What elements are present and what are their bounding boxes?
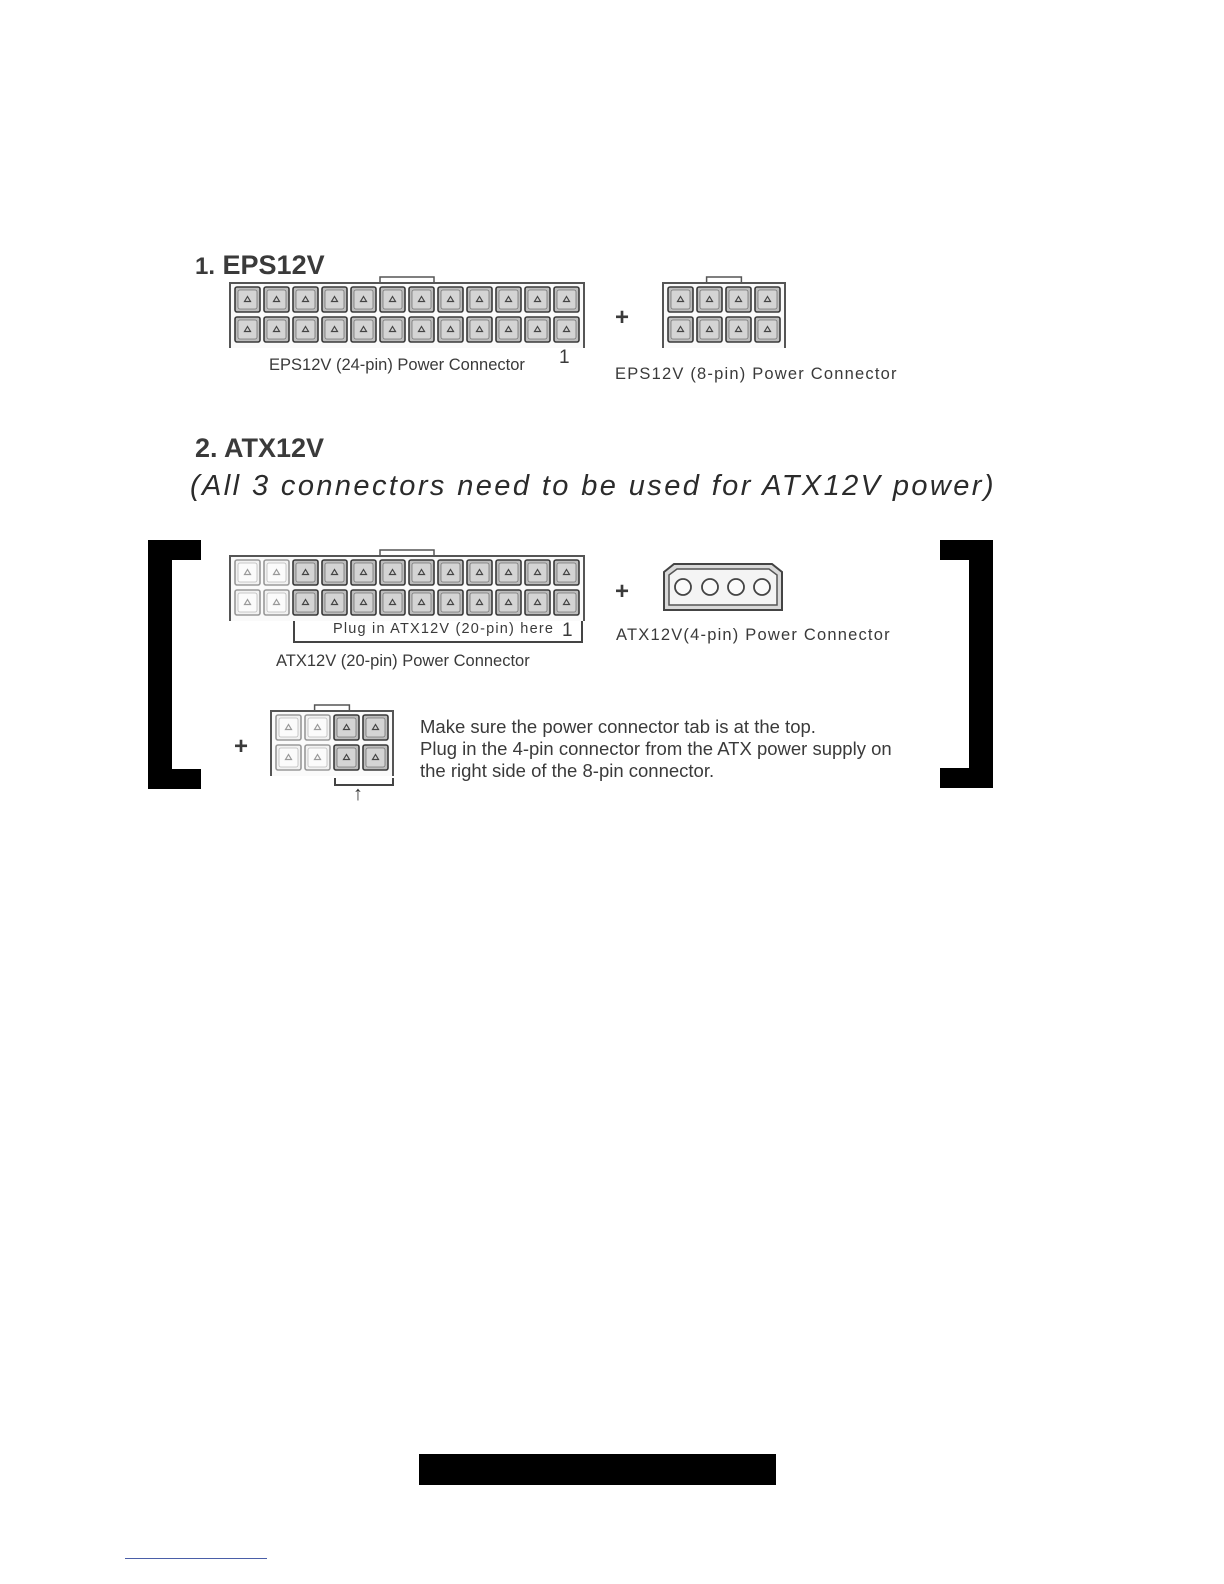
connector-pin	[363, 715, 388, 740]
connector-pin	[334, 715, 359, 740]
connector-pin-unused	[235, 560, 260, 585]
connector-pin	[668, 287, 693, 312]
connector-pin	[380, 560, 405, 585]
connector-pin	[554, 287, 579, 312]
connector-pin	[409, 287, 434, 312]
footnote-rule	[125, 1558, 267, 1559]
connector-pin-unused	[305, 715, 330, 740]
instruction-line-2: Plug in the 4-pin connector from the ATX power supply on	[420, 738, 892, 759]
connector-pin	[322, 287, 347, 312]
connector-pin	[351, 560, 376, 585]
connector-pin	[554, 560, 579, 585]
connector-pin	[409, 317, 434, 342]
connector-pin	[525, 590, 550, 615]
eps12v-8pin-caption: EPS12V (8-pin) Power Connector	[615, 365, 898, 383]
connector-pin	[554, 317, 579, 342]
connector-pin	[293, 317, 318, 342]
connector-pin	[496, 560, 521, 585]
connector-pin-unused	[264, 590, 289, 615]
connector-pin	[755, 287, 780, 312]
connector-pin	[525, 287, 550, 312]
eps12v-24pin-connector	[229, 276, 585, 348]
connector-pin	[726, 287, 751, 312]
eps12v-8pin-connector	[662, 276, 790, 348]
connector-pin	[438, 287, 463, 312]
connector-pin	[380, 287, 405, 312]
connector-pin	[467, 317, 492, 342]
left-bracket	[148, 540, 201, 789]
connector-pin	[697, 287, 722, 312]
connector-pin	[363, 745, 388, 770]
connector-pin	[438, 560, 463, 585]
connector-pin	[409, 560, 434, 585]
connector-pin	[322, 590, 347, 615]
connector-pin	[351, 590, 376, 615]
connector-pin	[726, 317, 751, 342]
connector-pin-unused	[305, 745, 330, 770]
connector-pin	[380, 590, 405, 615]
atx12v-4pin-caption: ATX12V(4-pin) Power Connector	[616, 626, 891, 644]
connector-pin	[351, 317, 376, 342]
plus-sign-8pin: +	[234, 733, 249, 760]
atx12v-4pin-connector	[660, 562, 786, 614]
connector-pin	[293, 560, 318, 585]
arrow-up-icon: ↑	[353, 783, 363, 805]
connector-pin	[525, 560, 550, 585]
connector-pin	[438, 590, 463, 615]
connector-pin	[697, 317, 722, 342]
instruction-line-1: Make sure the power connector tab is at the top.	[420, 716, 816, 737]
connector-pin-unused	[235, 590, 260, 615]
connector-pin	[496, 590, 521, 615]
eps12v-24pin-caption: EPS12V (24-pin) Power Connector	[269, 356, 525, 374]
connector-pin-unused	[276, 745, 301, 770]
connector-pin	[322, 560, 347, 585]
instruction-line-3: the right side of the 8-pin connector.	[420, 760, 715, 781]
connector-pin	[293, 287, 318, 312]
connector-pin	[525, 317, 550, 342]
plus-sign: +	[615, 304, 630, 331]
connector-pin	[554, 590, 579, 615]
section2-subtitle: (All 3 connectors need to be used for ATX12V power)	[190, 470, 996, 502]
connector-pin	[409, 590, 434, 615]
atx12v-20pin-bracket-label: Plug in ATX12V (20-pin) here	[333, 621, 555, 637]
connector-pin	[496, 317, 521, 342]
section2-heading: 2. ATX12V	[195, 433, 325, 463]
connector-pin	[264, 287, 289, 312]
connector-pin	[334, 745, 359, 770]
redacted-footer-bar	[419, 1454, 776, 1485]
eps12v-24pin-pin1-marker: 1	[559, 347, 570, 368]
connector-pin	[438, 317, 463, 342]
atx12v-8pin-socket	[270, 704, 398, 776]
connector-pin	[467, 287, 492, 312]
connector-pin	[467, 590, 492, 615]
section1-number: 1.	[195, 253, 216, 280]
right-bracket	[940, 540, 993, 788]
connector-pin	[293, 590, 318, 615]
atx12v-20pin-connector	[229, 549, 585, 621]
atx12v-20pin-pin1-marker: 1	[562, 620, 573, 641]
connector-pin-unused	[276, 715, 301, 740]
plus-sign-4pin: +	[615, 578, 630, 605]
connector-pin	[496, 287, 521, 312]
atx12v-20pin-caption: ATX12V (20-pin) Power Connector	[276, 652, 530, 670]
connector-pin	[755, 317, 780, 342]
atx12v-4pin-position-bracket	[334, 778, 394, 786]
connector-pin	[467, 560, 492, 585]
connector-pin	[668, 317, 693, 342]
connector-pin	[264, 317, 289, 342]
connector-pin	[322, 317, 347, 342]
connector-pin	[380, 317, 405, 342]
connector-pin	[235, 287, 260, 312]
connector-pin	[351, 287, 376, 312]
connector-pin	[235, 317, 260, 342]
section1-title: EPS12V	[222, 250, 325, 280]
connector-pin-unused	[264, 560, 289, 585]
